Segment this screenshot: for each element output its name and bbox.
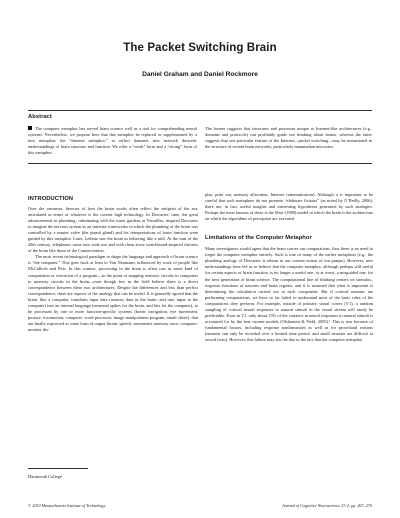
- intro-paragraph-2: The most recent technological paradigm to shape the language and approach of brain science is “the computer.” This goes back at least to Von Neumann, influenced by work of people like McCulloch and Pitts. In this context, processing in the brain is often cast as some kind of computation or execution of a program—to the point of mapping memory circuits in computers to memory circuits in the brain—even though few in the field believe there is a direct correspondence between these two architectures. Despite the differences and less than perfect correspondence, there are aspects of the analogy that can be useful. It is generally agreed that the brain, like a computer, translates input data (sensory data in the brain, and user input in the computer) into an internal language (neuronal spikes for the brain, and bits for the computer), to be processed by one or more function-specific systems (brain: navigation, eye movement, posture, locomotion; computer: word processor, image manipulation program, email client), that are finally expressed as some form of output (brain: speech, movement, memory trace; computer: monitor dis-: [28, 254, 198, 332]
- intro-heading: INTRODUCTION: [28, 196, 74, 202]
- authors: Daniel Graham and Daniel Rockmore: [142, 71, 258, 78]
- abstract-bottom-rule: [28, 163, 372, 164]
- intro-paragraph-1: Over the centuries, theories of how the brain works often reflect the zeitgeist of the era, articulated in terms of whatever is the current high technology. In Descartes’ time, the great advancements in plumbing, culminating with the water gardens at Versailles, inspired Descartes to imagine the nervous system as an intricate waterworks in which the plumbing of the brain was controlled by a master valve (the pineal gland) and his interpretations of brain function were guided by this metaphor. Later, Leibniz saw the brain as behaving like a mill. At the turn of the 20th century, telephones came into wide use and with them arose switchboard-inspired theories of the brain like those of the Connectionists.: [28, 206, 198, 254]
- abstract-right: [205, 126, 372, 150]
- paper-title: The Packet Switching Brain: [123, 42, 277, 54]
- footnote-rule: [28, 468, 88, 469]
- left-column: [28, 206, 198, 333]
- right-paragraph-2: Many investigators would agree that the brain carries out computations, thus there is no need to forget the computer metaphor entirely. Such is true of many of the earlier metaphors (e.g., the plumbing analogy of Descartes is reborn in our current notion of ion pumps). However, new understandings have led us to believe that the computer metaphor, although perhaps still useful for certain aspects of brain function, is no longer a useful one, or at worst, a misguided one, for the next generation of brain science. The computational line of thinking centers on stimulus–response functions of neurons and brain regions, and it is assumed that what is important is determining the calculation carried out in each component. But if cortical neurons are performing computations, we have so far failed to understand most of the basic rules of the computations they perform. For example, outside of primary visual cortex (V1), a random sampling of cortical neural responses to natural stimuli in the visual stream will rarely be predictable. Even in V1, only about 15% of the variance in neural responses to natural stimuli is accounted for by the best current models (Olshausen & Field, 2005).¹ This is true because of fundamental factors, including response nonlinearities as well as for procedural reasons (neurons can only be recorded over a limited time period, and small neurons are difficult to record from). However, this failure may also be due to the fact that the computer metaphor: [205, 246, 373, 342]
- abstract-left-text: The computer metaphor has served brain science well as a tool for comprehending neural systems. Nevertheless, we propose here that this metaphor be replaced or supplemented by a new metaphor, the “Internet metaphor,” to reflect dramatic new network theoretic understandings of brain structure and function. We offer a “weak” form and a “strong” form of this metaphor.: [28, 126, 197, 156]
- right-column: [205, 192, 373, 343]
- copyright-footer: © 2010 Massachusetts Institute of Technology: [28, 503, 106, 508]
- right-paragraph-1: play, print out, memory allocation, Internet communication). Although it is important to be careful that such metaphors do not promote “elaborate fictions” (as noted by O’Reilly, 2006), there are, in fact, useful insights and interesting hypotheses generated by such analogies. Perhaps the most famous of these is the Marr (1980) model in which the brain is the architecture on which the algorithms of perception are executed.: [205, 192, 373, 222]
- affiliation: Dartmouth College: [28, 474, 62, 479]
- limitations-heading: Limitations of the Computer Metaphor: [205, 235, 312, 242]
- abstract-right-text: The former suggests that structures and processes unique to Internet-like architectures (e.g., domains and protocols) can profitably guide our thinking about brains, whereas the latter suggests that one particular feature of the Internet—packet switching—may be instantiated in the structure of certain brain networks, particularly mammalian neocortex.: [205, 126, 372, 150]
- abstract-left: [28, 126, 197, 156]
- abstract-heading: Abstract: [28, 114, 52, 120]
- bullet-square-icon: [28, 126, 32, 130]
- abstract-top-rule: [28, 110, 372, 111]
- journal-footer: Journal of Cognitive Neuroscience 23:2, pp. 267–276: [281, 503, 372, 508]
